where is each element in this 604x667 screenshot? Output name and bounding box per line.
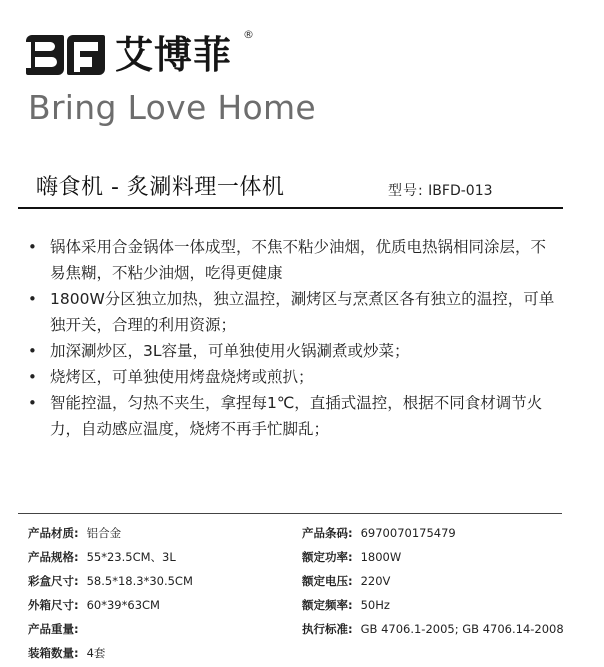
bf-logo-mark-icon bbox=[26, 35, 105, 75]
spec-barcode: 产品条码: 6970070175479 bbox=[302, 526, 456, 540]
spec-box-size: 彩盒尺寸: 58.5*18.3*30.5CM bbox=[28, 574, 193, 588]
specs-left-column bbox=[28, 521, 288, 665]
spec-size: 产品规格: 55*23.5CM、3L bbox=[28, 550, 176, 564]
spec-carton-size: 外箱尺寸: 60*39*63CM bbox=[28, 598, 160, 612]
spec-material: 产品材质: 铝合金 bbox=[28, 526, 122, 540]
feature-item: • 智能控温，匀热不夹生，拿捏每1℃，直插式温控，根据不同食材调节火力，自动感应温度，烧烤不再手忙脚乱； bbox=[26, 390, 556, 442]
spec-standard: 执行标准: GB 4706.1-2005; GB 4706.14-2008 bbox=[302, 622, 564, 636]
spec-weight: 产品重量: bbox=[28, 622, 79, 636]
registered-mark: ® bbox=[243, 28, 254, 41]
spec-pack-qty: 装箱数量: 4套 bbox=[28, 646, 106, 660]
specs-right-column bbox=[302, 521, 564, 641]
feature-list bbox=[26, 234, 556, 442]
title-divider bbox=[18, 207, 563, 209]
spec-frequency: 额定频率: 50Hz bbox=[302, 598, 390, 612]
model-label: 型号: bbox=[388, 183, 424, 199]
spec-power: 额定功率: 1800W bbox=[302, 550, 402, 564]
specs-divider bbox=[18, 513, 562, 514]
brand-logo bbox=[26, 30, 232, 80]
brand-name-cn: 艾博菲 bbox=[115, 33, 233, 77]
feature-item: • 1800W分区独立加热，独立温控，涮烤区与烹煮区各有独立的温控，可单独开关，合理的利用资源； bbox=[26, 286, 556, 338]
brand-slogan: Bring Love Home bbox=[28, 88, 316, 127]
feature-item: • 加深涮炒区，3L容量，可单独使用火锅涮煮或炒菜； bbox=[26, 338, 556, 364]
product-title: 嗨食机 - 炙涮料理一体机 bbox=[36, 175, 285, 200]
model-value: IBFD-013 bbox=[428, 183, 493, 199]
feature-item: • 锅体采用合金锅体一体成型，不焦不粘少油烟，优质电热锅相同涂层，不易焦糊，不粘少油烟，吃得更健康 bbox=[26, 234, 556, 286]
model-number bbox=[388, 180, 493, 200]
spec-voltage: 额定电压: 220V bbox=[302, 574, 391, 588]
feature-item: • 烧烤区，可单独使用烤盘烧烤或煎扒； bbox=[26, 364, 556, 390]
